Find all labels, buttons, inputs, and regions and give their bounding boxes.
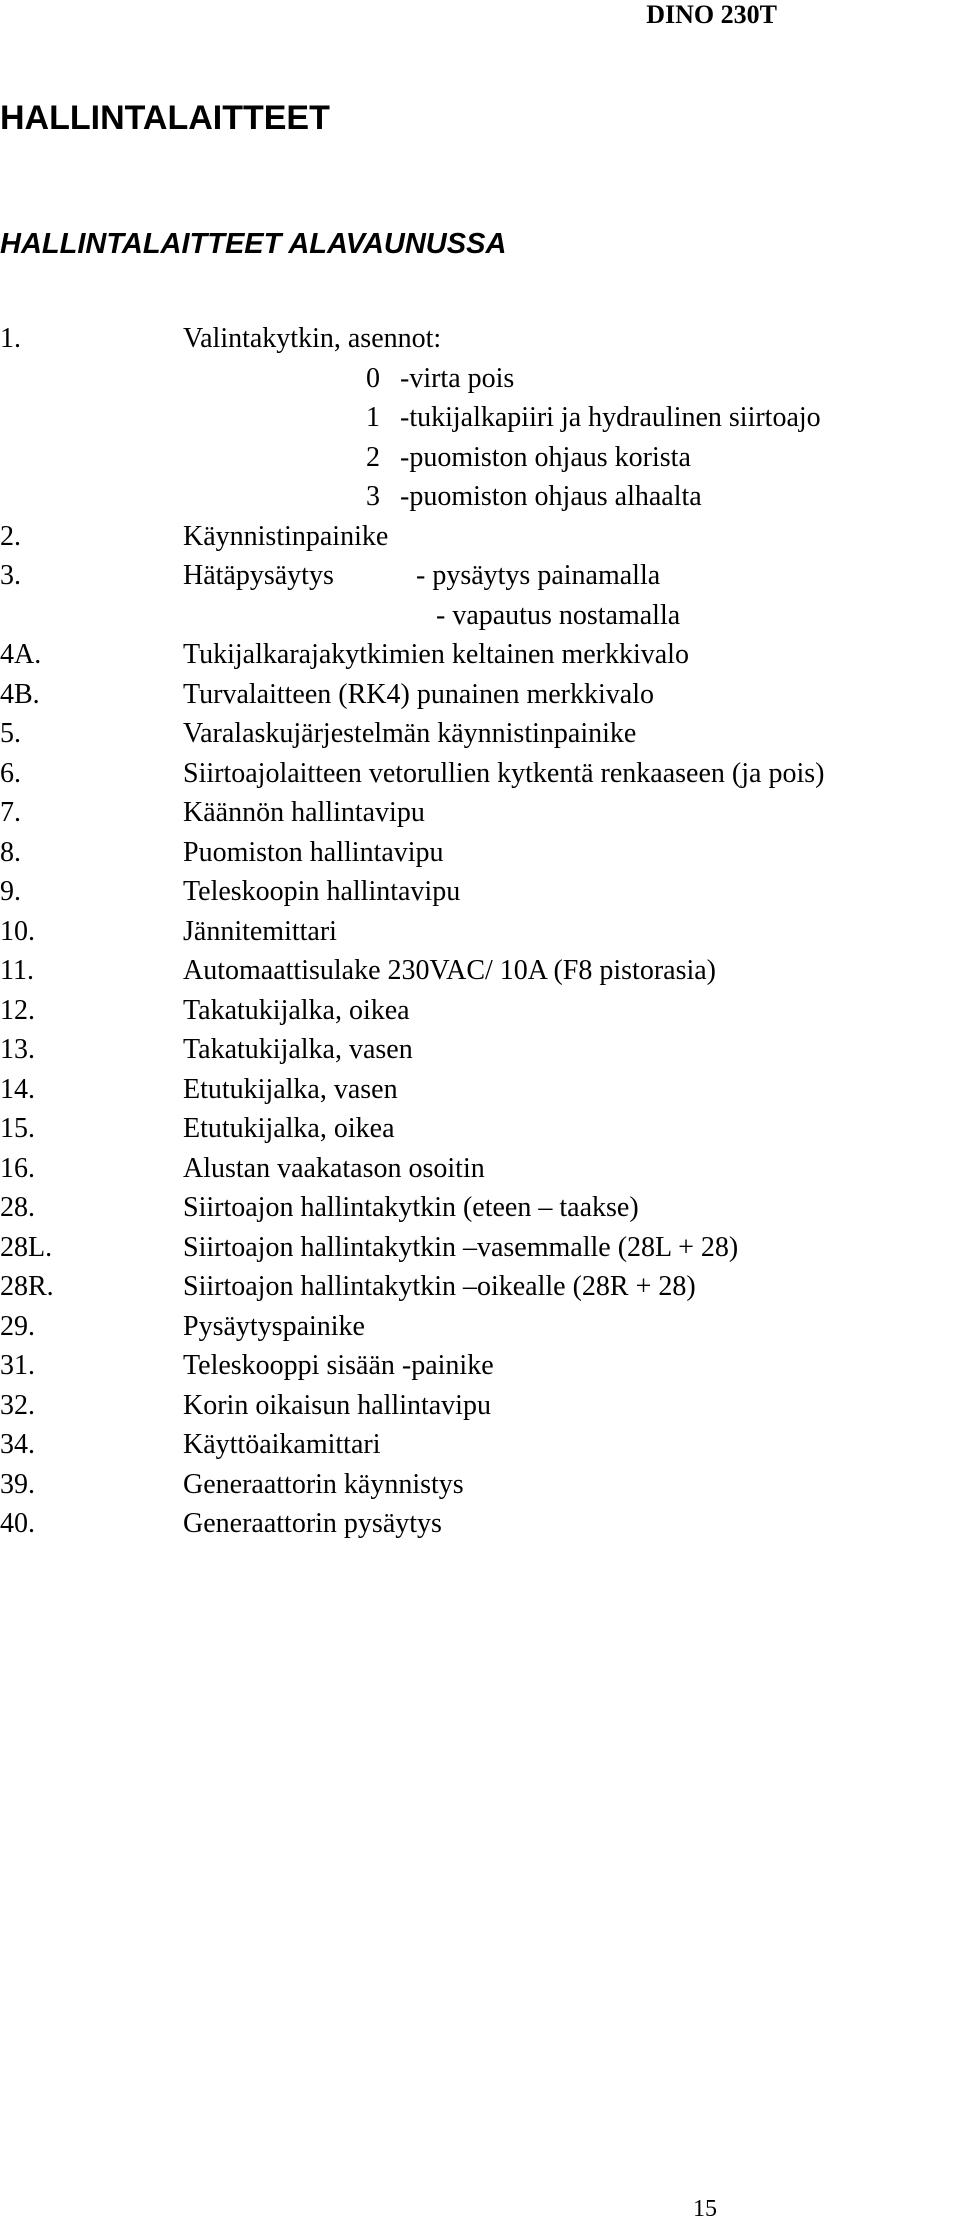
emergency-stop-release — [0, 596, 960, 636]
position-code: 0 — [366, 362, 380, 394]
list-item — [0, 1307, 960, 1347]
item-number: 28R. — [0, 1271, 54, 1302]
item-number: 16. — [0, 1152, 35, 1184]
item-text: Alustan vaakatason osoitin — [183, 1152, 485, 1184]
item-number: 14. — [0, 1073, 35, 1105]
page-number: 15 — [693, 2196, 717, 2222]
item-text: Generaattorin pysäytys — [183, 1508, 442, 1539]
item-number: 29. — [0, 1310, 35, 1342]
item-number: 12. — [0, 994, 35, 1026]
position-desc: -puomiston ohjaus korista — [400, 441, 691, 473]
item-text: Automaattisulake 230VAC/ 10A (F8 pistorasia) — [183, 955, 716, 986]
item-text: Siirtoajolaitteen vetorullien kytkentä renkaaseen (ja pois) — [183, 757, 825, 789]
item-text: Siirtoajon hallintakytkin –vasemmalle (28L + 28) — [183, 1231, 739, 1263]
item-text: Etutukijalka, oikea — [183, 1113, 395, 1144]
item-number: 32. — [0, 1389, 35, 1421]
item-number: 40. — [0, 1508, 35, 1539]
page-title: HALLINTALAITTEET — [0, 99, 330, 137]
position-code: 2 — [366, 441, 380, 473]
list-item — [0, 1425, 960, 1465]
item-number: 8. — [0, 836, 21, 868]
item-number: 31. — [0, 1350, 35, 1381]
item-text: Siirtoajon hallintakytkin (eteen – taakse) — [183, 1192, 639, 1223]
item-number: 4A. — [0, 639, 42, 670]
controls-list — [0, 319, 960, 1544]
model-header: DINO 230T — [646, 0, 777, 29]
list-item — [0, 1149, 960, 1189]
item-number: 39. — [0, 1468, 35, 1500]
item-text: Korin oikaisun hallintavipu — [183, 1389, 491, 1421]
list-item — [0, 1267, 960, 1307]
list-item — [0, 1346, 960, 1386]
item-text: Käyttöaikamittari — [183, 1429, 381, 1460]
item-number: 7. — [0, 797, 21, 828]
list-item — [0, 556, 960, 596]
item-text: Takatukijalka, vasen — [183, 1034, 413, 1065]
position-desc: -puomiston ohjaus alhaalta — [400, 481, 702, 512]
switch-position — [0, 438, 960, 478]
item-number: 34. — [0, 1429, 35, 1460]
emergency-stop-action: - pysäytys painamalla — [416, 560, 661, 591]
item-number: 10. — [0, 915, 35, 947]
list-item — [0, 1070, 960, 1110]
list-item — [0, 754, 960, 794]
list-item — [0, 675, 960, 715]
item-text: Takatukijalka, oikea — [183, 994, 410, 1026]
item-text: Varalaskujärjestelmän käynnistinpainike — [183, 718, 637, 749]
item-number: 28L. — [0, 1231, 53, 1263]
item-text: Hätäpysäytys — [183, 560, 334, 591]
item-text: Turvalaitteen (RK4) punainen merkkivalo — [183, 678, 654, 710]
item-text: Teleskoopin hallintavipu — [183, 876, 461, 907]
item-text: Valintakytkin, asennot: — [183, 323, 442, 354]
item-number: 4B. — [0, 678, 40, 710]
item-text: Käynnistinpainike — [183, 520, 389, 552]
item-text: Tukijalkarajakytkimien keltainen merkkivalo — [183, 639, 689, 670]
item-text: Pysäytyspainike — [183, 1310, 365, 1342]
list-item — [0, 1030, 960, 1070]
list-item — [0, 1228, 960, 1268]
list-item — [0, 951, 960, 991]
list-item — [0, 991, 960, 1031]
item-number: 15. — [0, 1113, 35, 1144]
item-text: Jännitemittari — [183, 915, 337, 947]
item-number: 6. — [0, 757, 21, 789]
switch-position — [0, 398, 960, 438]
list-item — [0, 1504, 960, 1544]
list-item — [0, 1465, 960, 1505]
item-number: 5. — [0, 718, 21, 749]
item-text: Etutukijalka, vasen — [183, 1073, 398, 1105]
position-code: 1 — [366, 402, 380, 433]
section-title: HALLINTALAITTEET ALAVAUNUSSA — [0, 228, 507, 260]
list-item — [0, 1188, 960, 1228]
emergency-release-action: - vapautus nostamalla — [436, 599, 681, 631]
list-item — [0, 714, 960, 754]
item-text: Käännön hallintavipu — [183, 797, 425, 828]
item-number: 1. — [0, 323, 21, 354]
item-text: Siirtoajon hallintakytkin –oikealle (28R + 28) — [183, 1271, 696, 1302]
item-number: 9. — [0, 876, 21, 907]
switch-position — [0, 359, 960, 399]
item-number: 28. — [0, 1192, 35, 1223]
item-text: Teleskooppi sisään -painike — [183, 1350, 494, 1381]
list-item — [0, 793, 960, 833]
switch-position — [0, 477, 960, 517]
item-number: 11. — [0, 955, 34, 986]
item-number: 2. — [0, 520, 21, 552]
item-number: 13. — [0, 1034, 35, 1065]
position-desc: -tukijalkapiiri ja hydraulinen siirtoajo — [400, 402, 821, 433]
list-item — [0, 635, 960, 675]
position-code: 3 — [366, 481, 380, 512]
item-text: Puomiston hallintavipu — [183, 836, 444, 868]
position-desc: -virta pois — [400, 362, 515, 394]
item-text: Generaattorin käynnistys — [183, 1468, 464, 1500]
list-item — [0, 872, 960, 912]
list-item — [0, 1386, 960, 1426]
list-item — [0, 517, 960, 557]
list-item — [0, 319, 960, 359]
list-item — [0, 833, 960, 873]
list-item — [0, 1109, 960, 1149]
list-item — [0, 912, 960, 952]
item-number: 3. — [0, 560, 21, 591]
